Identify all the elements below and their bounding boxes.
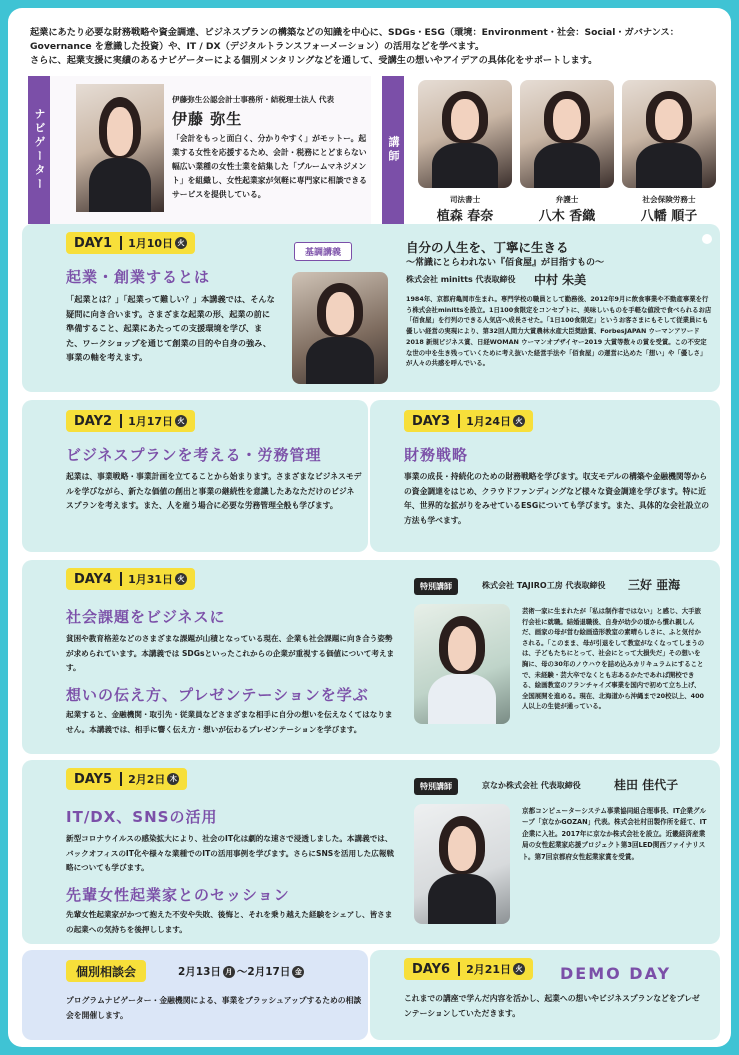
day2-heading: ビジネスプランを考える・労務管理	[66, 446, 322, 464]
day1-badge	[66, 232, 195, 254]
day3-dow: 火	[513, 415, 525, 427]
day5-badge	[66, 768, 187, 790]
day4-special-label: 特別講師	[414, 578, 458, 595]
day3-heading: 財務戦略	[404, 446, 469, 464]
day2-label: DAY2	[74, 413, 113, 429]
day1-dow: 火	[175, 237, 187, 249]
lecturer-photo-2	[520, 80, 614, 188]
day5-heading-2: 先輩女性起業家とのセッション	[66, 886, 290, 904]
day4-heading-2: 想いの伝え方、プレゼンテーションを学ぶ	[66, 686, 369, 704]
day6-label: DAY6	[412, 961, 451, 977]
intro-line-2: さらに、起業支援に実績のあるナビゲーターによる個別メンタリングなどを通して、受講生の想いやアイデアの具体化をサポートします。	[30, 55, 598, 66]
lecturer-name-1: 植森 春奈	[436, 209, 494, 224]
day6-text: これまでの講座で学んだ内容を活かし、起業への想いやビジネスプランなどをプレゼンテーションしていただきます。	[404, 994, 700, 1018]
consult-badge	[66, 960, 146, 982]
keynote-subtitle: ～常識にとらわれない『佰食屋』が目指すもの～	[406, 258, 605, 268]
day6-badge	[404, 958, 533, 980]
lecturer-title-3: 社会保険労務士	[642, 195, 696, 204]
navigator-desc: 「会計をもっと面白く、分かりやすく」がモットー。起業する女性を応援するため、会計・税務にとどまらない幅広い業種の女性士業を結集した「ブルームマネジメント」を組織し、女性起業家が気軽に専門家に相談できるサービスを提供している。	[172, 134, 367, 199]
lecturer-name-3: 八幡 順子	[640, 209, 698, 224]
day2-text: 起業は、事業戦略・事業計画を立てることから始まります。さまざまなビジネスモデルを学びながら、新たな価値の創出と事業の継続性を意識したあなただけのビジネスプランを考えます。また、人を雇う場合に必要な労務管理全般も学びます。	[66, 472, 362, 510]
day3-text: 事業の成長・持続化のための財務戦略を学びます。収支モデルの構築や金融機関等からの資金調達をはじめ、クラウドファンディングなど様々な資金調達を学びます。特に近年、世界的な拡がりをみせているESGについても学びます。また、具体的な会社設立の方法も学べます。	[404, 472, 710, 525]
day5-speaker-org: 京なか株式会社 代表取締役	[482, 781, 581, 790]
consult-tilde: ～	[236, 966, 248, 978]
lecturer-photo-1	[418, 80, 512, 188]
day4-label: DAY4	[74, 571, 113, 587]
day4-dow: 火	[175, 573, 187, 585]
day3-date: 1月24日	[466, 415, 512, 428]
lecturer-title-1: 司法書士	[449, 195, 481, 204]
intro-text	[30, 26, 720, 68]
day5-date: 2月2日	[128, 773, 166, 786]
day4-speaker-photo	[414, 604, 510, 724]
consult-text: プログラムナビゲーター・金融機関による、事業をブラッシュアップするための相談会を開催します。	[66, 996, 362, 1020]
navigator-org: 伊藤弥生公認会計士事務所・結税理士法人 代表	[172, 95, 335, 104]
day3-block	[370, 400, 720, 552]
day1-heading: 起業・創業するとは	[66, 268, 211, 286]
consult-dates	[178, 964, 304, 979]
day5-block	[22, 760, 720, 944]
keynote-title: 自分の人生を、丁寧に生きる	[406, 240, 569, 255]
decor-dot	[702, 234, 712, 244]
day5-text-1: 新型コロナウイルスの感染拡大により、社会のIT化は劇的な速さで浸透しました。本講義では、バックオフィスのIT化や様々な業種でのITの活用事例を学びます。さらにSNSを活用した広報戦略についても学びます。	[66, 834, 395, 872]
lecturer-photo-3	[622, 80, 716, 188]
brochure-page	[8, 8, 731, 1047]
day1-block	[22, 224, 720, 392]
consult-block	[22, 950, 368, 1040]
day5-heading-1: IT/DX、SNSの活用	[66, 808, 218, 826]
day6-date: 2月21日	[466, 963, 512, 976]
day5-label: DAY5	[74, 771, 113, 787]
day4-speaker-org: 株式会社 TAJIRO工房 代表取締役	[482, 581, 606, 590]
demo-day-title: DEMO DAY	[560, 964, 672, 983]
consult-dow-start: 月	[223, 966, 235, 978]
keynote-speaker-bio: 1984年、京都府亀岡市生まれ。専門学校の職員として勤務後、2012年9月に飲食事業や不動産事業を行う株式会社minittsを設立。1日100食限定をコンセプトに、美味しいものを手軽な値段で食べられるお店「佰食屋」を行列のできる人気店へ成長させた。「1日100食限定」というお客さまにもそして従業員にも優しい経営の実現により、第32回人間力大賞農林水産大臣奨励賞、ForbesJAPAN ウーマンアワード2018 新規ビジネス賞、日経WOMAN ウーマンオブザイヤー2019 大賞等数々の賞を受賞。この不安定な世の中を生き残っていくために考え抜いた経営手法や「佰食屋」の運営に込めた「想い」や「優しさ」が人々の共感を呼んでいる。	[406, 295, 712, 368]
lecturers-panel	[382, 76, 720, 224]
lecturers-tab: 講師	[382, 76, 404, 224]
day4-text-1: 貧困や教育格差などのさまざまな課題が山積となっている現在、企業も社会課題に向き合う姿勢が求められています。本講義では SDGsといったこれからの企業が重視する価値について考えます。	[66, 634, 395, 672]
keynote-speaker-name: 中村 朱美	[534, 273, 587, 287]
day1-label: DAY1	[74, 235, 113, 251]
lecturer-name-2: 八木 香織	[538, 209, 596, 224]
consult-date-end: 2月17日	[247, 966, 291, 978]
day4-speaker-bio: 芸術一家に生まれたが「私は制作者ではない」と感じ、大手旅行会社に就職。結婚退職後、自身が幼少の頃から慣れ親しんだ、画家の母が営む絵画造形教室の素晴らしさに、ふと気付かされる。「このまま、母が引退をして教室がなくなってしまうのは、子どもたちにとって、社会にとって大損失だ」その想いを胸に、母の30年のノウハウを詰め込みカリキュラムにすることで、未経験・芸大卒でなくとも志あるかたであれば開校できる、絵画教室のフランチャイズ事業を国内で初めて立ち上げ、全国展開を進める。現在、北海道から沖縄まで20校以上、400人以上の生徒が通っている。	[522, 607, 705, 711]
day4-speaker-name: 三好 亜海	[628, 578, 681, 592]
navigator-name: 伊藤 弥生	[172, 110, 243, 128]
lecturer-title-2: 弁護士	[555, 195, 579, 204]
day6-block	[370, 950, 720, 1040]
day1-text: 「起業とは？」「起業って難しい？」本講義では、そんな疑問に向き合います。さまざまな起業の形、起業の前に準備すること、起業にあたっての支援環境を学び、また、ワークショップを通じて創業の目的や自身の強み、事業の軸を考えます。	[66, 294, 275, 362]
day4-text-2: 起業すると、金融機関・取引先・従業員などさまざまな相手に自分の想いを伝えなくてはなりません。本講義では、相手に響く伝え方・想いが伝わるプレゼンテーションを学びます。	[66, 710, 393, 734]
consult-label: 個別相談会	[76, 964, 137, 979]
keynote-label: 基調講義	[294, 242, 352, 261]
day5-dow: 木	[167, 773, 179, 785]
day4-date: 1月31日	[128, 573, 174, 586]
day4-badge	[66, 568, 195, 590]
day2-block	[22, 400, 368, 552]
consult-dow-end: 金	[292, 966, 304, 978]
day5-speaker-photo	[414, 804, 510, 924]
consult-date-start: 2月13日	[178, 966, 221, 978]
navigator-tab: ナビゲーター	[28, 76, 50, 224]
navigator-panel	[28, 76, 371, 224]
day2-badge	[66, 410, 195, 432]
day3-badge	[404, 410, 533, 432]
day5-special-label: 特別講師	[414, 778, 458, 795]
day5-text-2: 先輩女性起業家がかつて抱えた不安や失敗、後悔と、それを乗り越えた経験をシェアし、皆さまの起業への気持ちを後押しします。	[66, 910, 393, 934]
keynote-speaker-org: 株式会社 minitts 代表取締役	[406, 275, 516, 284]
day5-speaker-bio: 京都コンピューターシステム事業協同組合理事長、IT企業グループ「京なかGOZAN」代表。株式会社村田製作所を経て、IT企業に入社。2017年に京なか株式会社を設立。近畿経済産業局の女性起業家応援プロジェクト第3回LED関西ファイナリスト。第7回京都府女性起業家賞を受賞。	[522, 807, 707, 861]
day6-dow: 火	[513, 963, 525, 975]
day2-date: 1月17日	[128, 415, 174, 428]
keynote-speaker-photo	[292, 272, 388, 384]
intro-line-1: 起業にあたり必要な財務戦略や資金調達、ビジネスプランの構築などの知識を中心に、SDGs・ESG（環境：Environment・社会：Social・ガバナンス：Governance を意識した投資）や、IT / DX（デジタルトランスフォーメーション）の活用などを学べます。	[30, 27, 679, 52]
day5-speaker-name: 桂田 佳代子	[614, 778, 679, 792]
day2-dow: 火	[175, 415, 187, 427]
day3-label: DAY3	[412, 413, 451, 429]
day4-block	[22, 560, 720, 754]
day4-heading-1: 社会課題をビジネスに	[66, 608, 226, 626]
navigator-photo	[76, 84, 164, 212]
day1-date: 1月10日	[128, 237, 174, 250]
